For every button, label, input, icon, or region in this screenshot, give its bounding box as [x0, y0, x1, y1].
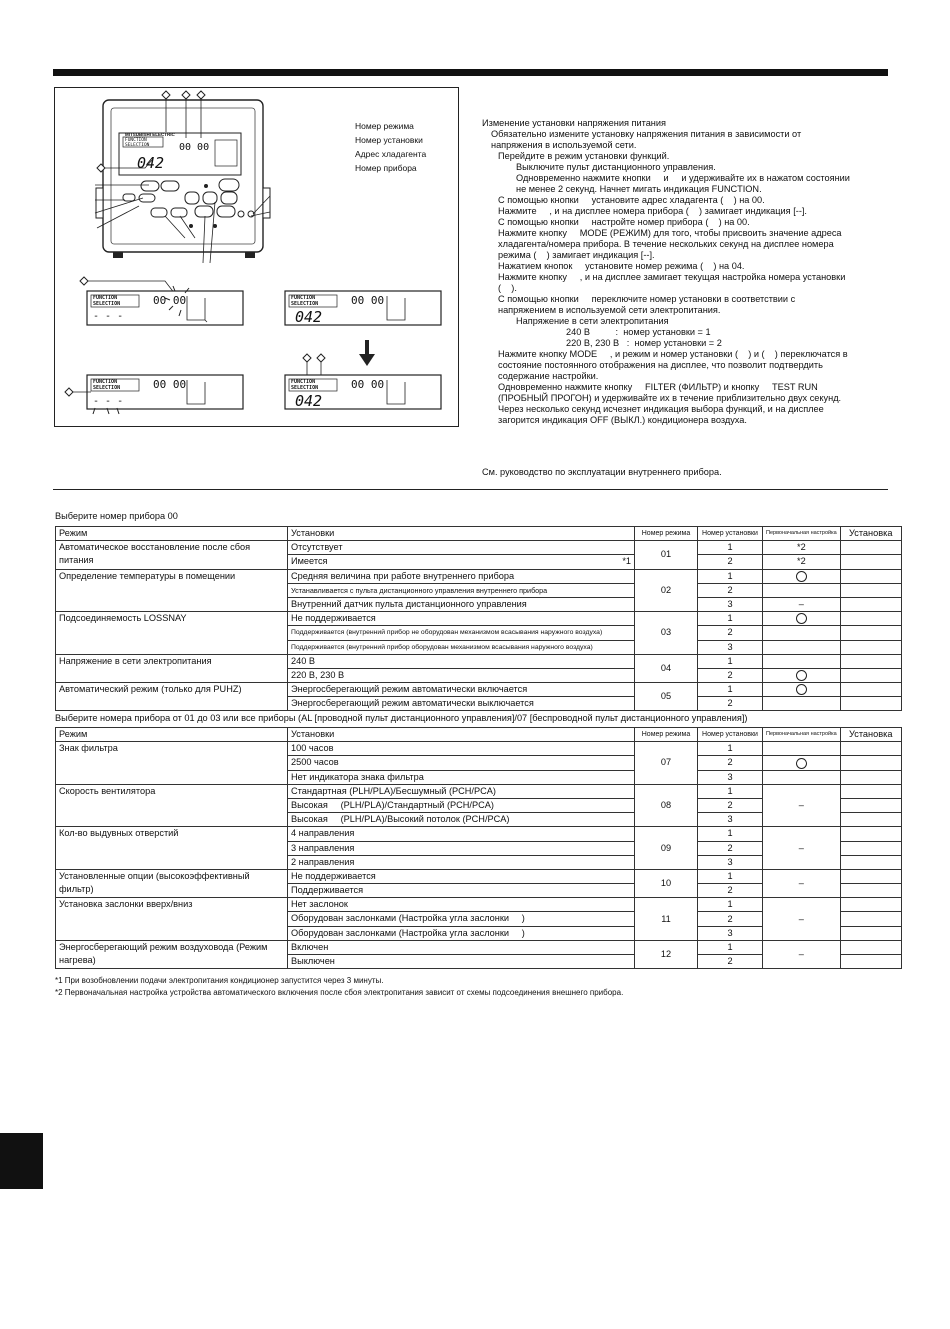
setting-number-cell: 1: [698, 869, 763, 883]
setting-number-cell: 2: [698, 841, 763, 855]
mode-cell: Автоматический режим (только для PUHZ): [56, 683, 288, 711]
mode-cell: Автоматическое восстановление после сбоя питания: [56, 541, 288, 569]
panel2-digits: 00 00: [351, 294, 385, 307]
lcd-mode-number: 042: [137, 154, 165, 172]
setting-cell: 220 В, 230 В: [288, 668, 635, 682]
step-line: Одновременно нажмите кнопку FILTER (ФИЛЬТР) и кнопку TEST RUN: [498, 382, 818, 392]
setting-check-cell[interactable]: [840, 841, 901, 855]
setting-check-cell[interactable]: [840, 626, 901, 640]
mode-number-cell: 08: [635, 784, 698, 827]
setting-number-cell: 3: [698, 597, 763, 611]
panel3-dashes: - - -: [93, 396, 124, 407]
mode-cell: Определение температуры в помещении: [56, 569, 288, 612]
setting-check-cell[interactable]: [840, 697, 901, 711]
table2-title: Выберите номера прибора от 01 до 03 или все приборы (AL [проводной пульт дистанционного управления]/07 [беспроводной пульт дистанционного управления]): [55, 713, 748, 723]
setting-check-cell[interactable]: [840, 827, 901, 841]
step-line: Одновременно нажмите кнопки и и удерживайте их в нажатом состоянии: [516, 173, 850, 183]
lcd-function-text: FUNCTION: [125, 138, 147, 143]
footnote-ref: *1: [622, 556, 631, 567]
initial-cell: [763, 668, 841, 682]
setting-number-cell: 3: [698, 926, 763, 940]
col-setting: Установка: [840, 728, 901, 742]
step-line: напряжения в используемой сети.: [491, 140, 637, 150]
step-line: Нажмите , и на дисплее номера прибора ( ) замигает индикация [--].: [498, 206, 807, 216]
setting-check-cell[interactable]: [840, 654, 901, 668]
section-divider: [53, 489, 888, 490]
col-settings: Установки: [288, 728, 635, 742]
initial-cell: [763, 654, 841, 668]
setting-check-cell[interactable]: [840, 770, 901, 784]
setting-check-cell[interactable]: [840, 569, 901, 583]
legend-mode-number: Номер режима: [355, 121, 414, 131]
setting-number-cell: 3: [698, 855, 763, 869]
table-row: [56, 569, 902, 583]
setting-cell: 3 направления: [288, 841, 635, 855]
setting-check-cell[interactable]: [840, 940, 901, 954]
setting-check-cell[interactable]: [840, 683, 901, 697]
setting-check-cell[interactable]: [840, 898, 901, 912]
brand-label: MITSUBISHI ELECTRIC: [125, 132, 175, 137]
col-setting-number: Номер установки: [698, 728, 763, 742]
setting-cell: Высокая (PLH/PLA)/Высокий потолок (PCH/PCA): [288, 813, 635, 827]
legend-unit-number: Номер прибора: [355, 163, 417, 173]
col-mode-number: Номер режима: [635, 728, 698, 742]
setting-number-cell: 2: [698, 626, 763, 640]
initial-cell: –: [763, 597, 841, 611]
col-mode-number: Номер режима: [635, 527, 698, 541]
setting-number-cell: 1: [698, 612, 763, 626]
setting-cell: Высокая (PLH/PLA)/Стандартный (PCH/PCA): [288, 798, 635, 812]
step-line: (ПРОБНЫЙ ПРОГОН) и удерживайте их в течение приблизительно двух секунд.: [498, 393, 842, 403]
circle-icon: [796, 670, 807, 681]
initial-cell: [763, 683, 841, 697]
setting-cell: 240 В: [288, 654, 635, 668]
setting-text: Имеется: [291, 556, 328, 567]
step-line: 240 В : номер установки = 1: [566, 327, 711, 337]
panel2-function: FUNCTION: [291, 295, 316, 301]
setting-cell: Поддерживается: [288, 884, 635, 898]
setting-check-cell[interactable]: [840, 555, 901, 569]
col-setting: Установка: [840, 527, 901, 541]
col-initial-setting: Первоначальная настройка: [763, 728, 841, 742]
table-header-row: [56, 728, 902, 742]
step-line: загорится индикация OFF (ВЫКЛ.) кондиционера воздуха.: [498, 415, 747, 425]
setting-cell: [288, 555, 635, 569]
step-line: 220 В, 230 В : номер установки = 2: [566, 338, 722, 348]
table-row: [56, 683, 902, 697]
setting-check-cell[interactable]: [840, 612, 901, 626]
step-line: ( ).: [498, 283, 517, 293]
step-line: Нажмите кнопку MODE , и режим и номер установки ( ) и ( ) переключатся в: [498, 349, 848, 359]
col-mode: Режим: [56, 527, 288, 541]
initial-cell: –: [763, 898, 841, 941]
setting-check-cell[interactable]: [840, 869, 901, 883]
initial-cell: [763, 640, 841, 654]
initial-cell: –: [763, 827, 841, 870]
table-row: [56, 654, 902, 668]
remote-controller-figure: [54, 87, 459, 427]
mode-cell: Установка заслонки вверх/вниз: [56, 898, 288, 941]
page-edge-tab: [0, 1133, 43, 1189]
setting-number-cell: 2: [698, 912, 763, 926]
setting-check-cell[interactable]: [840, 597, 901, 611]
setting-check-cell[interactable]: [840, 756, 901, 770]
circle-icon: [796, 684, 807, 695]
setting-number-cell: 1: [698, 742, 763, 756]
mode-number-cell: 11: [635, 898, 698, 941]
panel4-selection: SELECTION: [291, 385, 319, 391]
step-line: Нажмите кнопку , и на дисплее замигает текущая настройка номера установки: [498, 272, 846, 282]
setting-cell: 4 направления: [288, 827, 635, 841]
initial-cell: [763, 569, 841, 583]
setting-cell: Нет индикатора знака фильтра: [288, 770, 635, 784]
mode-number-cell: 07: [635, 742, 698, 785]
mode-number-cell: 03: [635, 612, 698, 655]
table1-title: Выберите номер прибора 00: [55, 511, 178, 521]
setting-check-cell[interactable]: [840, 668, 901, 682]
setting-number-cell: 2: [698, 583, 763, 597]
setting-check-cell[interactable]: [840, 640, 901, 654]
setting-cell: Стандартная (PLH/PLA)/Бесшумный (PCH/PCA): [288, 784, 635, 798]
step-line: С помощью кнопки настройте номер прибора ( ) на 00.: [498, 217, 750, 227]
setting-check-cell[interactable]: [840, 855, 901, 869]
setting-cell: Не поддерживается: [288, 612, 635, 626]
reference-note: См. руководство по эксплуатации внутреннего прибора.: [482, 467, 722, 477]
panel1-selection: SELECTION: [93, 301, 121, 307]
setting-number-cell: 2: [698, 668, 763, 682]
setting-number-cell: 1: [698, 654, 763, 668]
setting-check-cell[interactable]: [840, 884, 901, 898]
initial-cell: –: [763, 784, 841, 827]
setting-number-cell: 1: [698, 784, 763, 798]
setting-cell: Поддерживается (внутренний прибор не оборудован механизмом всасывания наружного воздуха): [288, 626, 635, 640]
step-line: Перейдите в режим установки функций.: [498, 151, 670, 161]
setting-number-cell: 1: [698, 569, 763, 583]
table-row: [56, 869, 902, 883]
procedure-title: Изменение установки напряжения питания: [482, 118, 666, 128]
setting-check-cell[interactable]: [840, 926, 901, 940]
panel2-selection: SELECTION: [291, 301, 319, 307]
setting-number-cell: 2: [698, 884, 763, 898]
setting-check-cell[interactable]: [840, 784, 901, 798]
setting-number-cell: 1: [698, 940, 763, 954]
step-line: содержание настройки.: [498, 371, 599, 381]
setting-cell: 100 часов: [288, 742, 635, 756]
setting-number-cell: 2: [698, 555, 763, 569]
setting-number-cell: 2: [698, 756, 763, 770]
setting-cell: Средняя величина при работе внутреннего прибора: [288, 569, 635, 583]
setting-number-cell: 1: [698, 541, 763, 555]
initial-cell: –: [763, 869, 841, 897]
setting-cell: Отсутствует: [288, 541, 635, 555]
panel3-function: FUNCTION: [93, 379, 118, 385]
setting-check-cell[interactable]: [840, 955, 901, 969]
initial-cell: –: [763, 940, 841, 968]
setting-number-cell: 1: [698, 827, 763, 841]
panel3-digits: 00 00: [153, 378, 187, 391]
step-line: С помощью кнопки установите адрес хладагента ( ) на 00.: [498, 195, 765, 205]
table-row: [56, 742, 902, 756]
step-line: Через несколько секунд исчезнет индикация выбора функций, и на дисплее: [498, 404, 824, 414]
setting-check-cell[interactable]: [840, 798, 901, 812]
initial-cell: *2: [763, 541, 841, 555]
initial-cell: [763, 583, 841, 597]
setting-number-cell: 3: [698, 640, 763, 654]
table-row: [56, 898, 902, 912]
step-line: Обязательно измените установку напряжения питания в зависимости от: [491, 129, 802, 139]
mode-number-cell: 02: [635, 569, 698, 612]
procedure-steps: [482, 118, 888, 426]
setting-cell: Не поддерживается: [288, 869, 635, 883]
step-line: Выключите пульт дистанционного управления.: [516, 162, 716, 172]
col-settings: Установки: [288, 527, 635, 541]
setting-check-cell[interactable]: [840, 583, 901, 597]
step-line: состояние постоянного отображения на дисплее, что позволит подтвердить: [498, 360, 823, 370]
header-bar: [53, 69, 888, 76]
setting-number-cell: 2: [698, 955, 763, 969]
step-line: хладагента/номера прибора. В течение нескольких секунд на дисплее номера: [498, 239, 834, 249]
initial-cell: [763, 756, 841, 770]
panel1-digits: 00 00: [153, 294, 187, 307]
setting-cell: 2 направления: [288, 855, 635, 869]
panel4-mode-number: 042: [295, 392, 323, 410]
setting-number-cell: 1: [698, 898, 763, 912]
setting-number-cell: 1: [698, 683, 763, 697]
table-row: [56, 612, 902, 626]
initial-cell: [763, 742, 841, 756]
mode-number-cell: 09: [635, 827, 698, 870]
mode-cell: Энергосберегающий режим воздуховода (Режим нагрева): [56, 940, 288, 968]
setting-cell: Нет заслонок: [288, 898, 635, 912]
setting-check-cell[interactable]: [840, 813, 901, 827]
step-line: Напряжение в сети электропитания: [516, 316, 669, 326]
setting-cell: 2500 часов: [288, 756, 635, 770]
mode-number-cell: 12: [635, 940, 698, 968]
function-table-1: [55, 526, 902, 711]
step-line: не менее 2 секунд. Начнет мигать индикация FUNCTION.: [516, 184, 762, 194]
table-row: [56, 827, 902, 841]
step-line: Нажатием кнопок установите номер режима ( ) на 04.: [498, 261, 745, 271]
setting-cell: Энергосберегающий режим автоматически включается: [288, 683, 635, 697]
panel1-function: FUNCTION: [93, 295, 118, 301]
lcd-digits: 00 00: [179, 142, 210, 153]
setting-cell: Оборудован заслонками (Настройка угла заслонки ): [288, 912, 635, 926]
circle-icon: [796, 571, 807, 582]
legend-refrigerant-address: Адрес хладагента: [355, 149, 427, 159]
setting-cell: Поддерживается (внутренний прибор оборудован механизмом всасывания наружного воздуха): [288, 640, 635, 654]
setting-check-cell[interactable]: [840, 541, 901, 555]
footnote-2: *2 Первоначальная настройка устройства автоматического включения после сбоя электропитания зависит от схемы подсоединения внешнего прибора.: [55, 988, 624, 997]
col-mode: Режим: [56, 728, 288, 742]
panel2-mode-number: 042: [295, 308, 323, 326]
setting-cell: Выключен: [288, 955, 635, 969]
step-line: С помощью кнопки переключите номер установки в соответствии с: [498, 294, 796, 304]
initial-cell: [763, 770, 841, 784]
mode-cell: Установленные опции (высокоэффективный фильтр): [56, 869, 288, 897]
initial-cell: [763, 626, 841, 640]
mode-cell: Знак фильтра: [56, 742, 288, 785]
mode-cell: Кол-во выдувных отверстий: [56, 827, 288, 870]
circle-icon: [796, 613, 807, 624]
initial-cell: [763, 697, 841, 711]
setting-number-cell: 3: [698, 770, 763, 784]
setting-cell: Устанавливается с пульта дистанционного управления внутреннего прибора: [288, 583, 635, 597]
initial-cell: [763, 612, 841, 626]
setting-check-cell[interactable]: [840, 742, 901, 756]
mode-cell: Напряжение в сети электропитания: [56, 654, 288, 682]
setting-cell: Оборудован заслонками (Настройка угла заслонки ): [288, 926, 635, 940]
setting-number-cell: 2: [698, 697, 763, 711]
col-initial-setting: Первоначальная настройка: [763, 527, 841, 541]
col-setting-number: Номер установки: [698, 527, 763, 541]
setting-number-cell: 2: [698, 798, 763, 812]
setting-check-cell[interactable]: [840, 912, 901, 926]
table-row: [56, 784, 902, 798]
table-header-row: [56, 527, 902, 541]
setting-cell: Энергосберегающий режим автоматически выключается: [288, 697, 635, 711]
panel4-function: FUNCTION: [291, 379, 316, 385]
setting-cell: Включен: [288, 940, 635, 954]
table-row: [56, 541, 902, 555]
step-line: напряжением в используемой сети электропитания.: [498, 305, 721, 315]
footnote-1: *1 При возобновлении подачи электропитания кондиционер запустится через 3 минуты.: [55, 976, 384, 985]
setting-cell: Внутренний датчик пульта дистанционного управления: [288, 597, 635, 611]
initial-cell: *2: [763, 555, 841, 569]
panel4-digits: 00 00: [351, 378, 385, 391]
function-table-2: [55, 727, 902, 969]
step-line: Нажмите кнопку MODE (РЕЖИМ) для того, чтобы присвоить значение адреса: [498, 228, 842, 238]
mode-number-cell: 10: [635, 869, 698, 897]
mode-number-cell: 04: [635, 654, 698, 682]
table-row: [56, 940, 902, 954]
legend-setting-number: Номер установки: [355, 135, 423, 145]
step-line: режима ( ) замигает индикация [--].: [498, 250, 655, 260]
mode-number-cell: 05: [635, 683, 698, 711]
mode-cell: Скорость вентилятора: [56, 784, 288, 827]
mode-cell: Подсоединяемость LOSSNAY: [56, 612, 288, 655]
panel3-selection: SELECTION: [93, 385, 121, 391]
panel1-dashes: - - -: [93, 311, 124, 322]
mode-number-cell: 01: [635, 541, 698, 569]
setting-number-cell: 3: [698, 813, 763, 827]
circle-icon: [796, 758, 807, 769]
lcd-selection-text: SELECTION: [125, 143, 150, 148]
